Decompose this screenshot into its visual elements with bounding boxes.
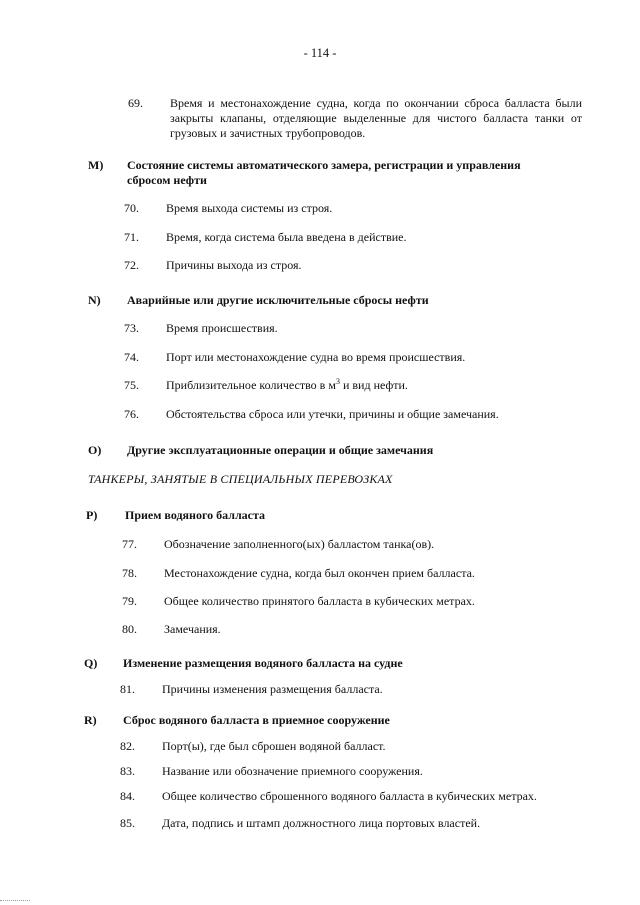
item-text-tail: и вид нефти. [339,378,408,392]
item-number: 71. [124,230,139,244]
list-item [120,739,590,754]
item-text: Название или обозначение приемного сооружения. [162,764,423,778]
item-number: 75. [124,378,139,392]
item-number: 78. [122,566,137,580]
item-text: Местонахождение судна, когда был окончен прием балласта. [164,566,475,580]
list-item [122,594,592,609]
item-number: 76. [124,407,139,421]
item-text: Порт или местонахождение судна во время происшествия. [166,350,466,364]
item-number: 83. [120,764,135,778]
list-item [122,622,592,637]
item-text: Дата, подпись и штамп должностного лица портовых властей. [162,816,481,830]
section-heading-n [88,293,568,308]
section-letter: Q) [84,656,98,670]
page-number: - 114 - [303,46,337,60]
section-heading-p [86,508,566,523]
scan-edge-mark [0,900,30,901]
list-item [124,201,584,216]
item-number: 70. [124,201,139,215]
section-letter: P) [86,508,98,522]
list-item [124,350,584,365]
list-item [122,566,592,581]
item-number: 72. [124,258,139,272]
list-item [128,96,582,141]
section-letter: O) [88,443,102,457]
section-title: Изменение размещения водяного балласта на судне [123,656,403,670]
list-item [122,537,592,552]
item-text: Причины изменения размещения балласта. [162,682,383,696]
item-number: 74. [124,350,139,364]
list-item [120,789,590,804]
section-heading-o [88,443,568,458]
item-text: Время происшествия. [166,321,278,335]
item-text-main: Приблизительное количество в м [166,378,336,392]
item-number: 82. [120,739,135,753]
item-text: Причины выхода из строя. [166,258,302,272]
section-letter: M) [88,158,104,172]
list-item [120,682,590,697]
item-text: Общее количество сброшенного водяного балласта в кубических метрах. [162,789,537,803]
item-number: 73. [124,321,139,335]
list-item [120,764,590,779]
list-item [120,816,590,831]
item-text: Обозначение заполненного(ых) балластом танка(ов). [164,537,435,551]
list-item [124,321,584,336]
section-letter: N) [88,293,101,307]
item-text: Порт(ы), где был сброшен водяной балласт. [162,739,386,753]
list-item [124,258,584,273]
item-text: Время выхода системы из строя. [166,201,333,215]
item-number: 84. [120,789,135,803]
list-item [124,407,584,422]
section-heading-q [84,656,564,671]
item-text: Обстоятельства сброса или утечки, причины и общие замечания. [166,407,499,421]
section-heading-m [88,158,558,188]
item-text [166,378,584,393]
item-text: Замечания. [164,622,221,636]
section-title: Прием водяного балласта [125,508,266,522]
item-number: 79. [122,594,137,608]
section-title: Другие эксплуатационные операции и общие замечания [127,443,434,457]
section-title: Состояние системы автоматического замера, регистрации и управления сбросом нефти [127,158,521,187]
superscript-cubic: 3 [335,377,340,386]
item-text: Время и местонахождение судна, когда по окончании сброса балласта были закрыты клапаны, отделяющие выделенные для чистого балласта танки от грузовых и зачистных трубопроводов. [170,96,582,140]
section-letter: R) [84,713,97,727]
item-number: 80. [122,622,137,636]
item-text: Время, когда система была введена в действие. [166,230,407,244]
item-number: 85. [120,816,135,830]
item-text: Общее количество принятого балласта в кубических метрах. [164,594,475,608]
item-number: 77. [122,537,137,551]
section-title: Сброс водяного балласта в приемное сооружение [123,713,390,727]
item-number: 81. [120,682,135,696]
item-number: 69. [128,96,143,110]
tankers-heading: ТАНКЕРЫ, ЗАНЯТЫЕ В СПЕЦИАЛЬНЫХ ПЕРЕВОЗКАХ [88,472,393,486]
section-title: Аварийные или другие исключительные сбросы нефти [127,293,429,307]
list-item [124,230,584,245]
section-heading-r [84,713,564,728]
list-item [124,378,584,393]
